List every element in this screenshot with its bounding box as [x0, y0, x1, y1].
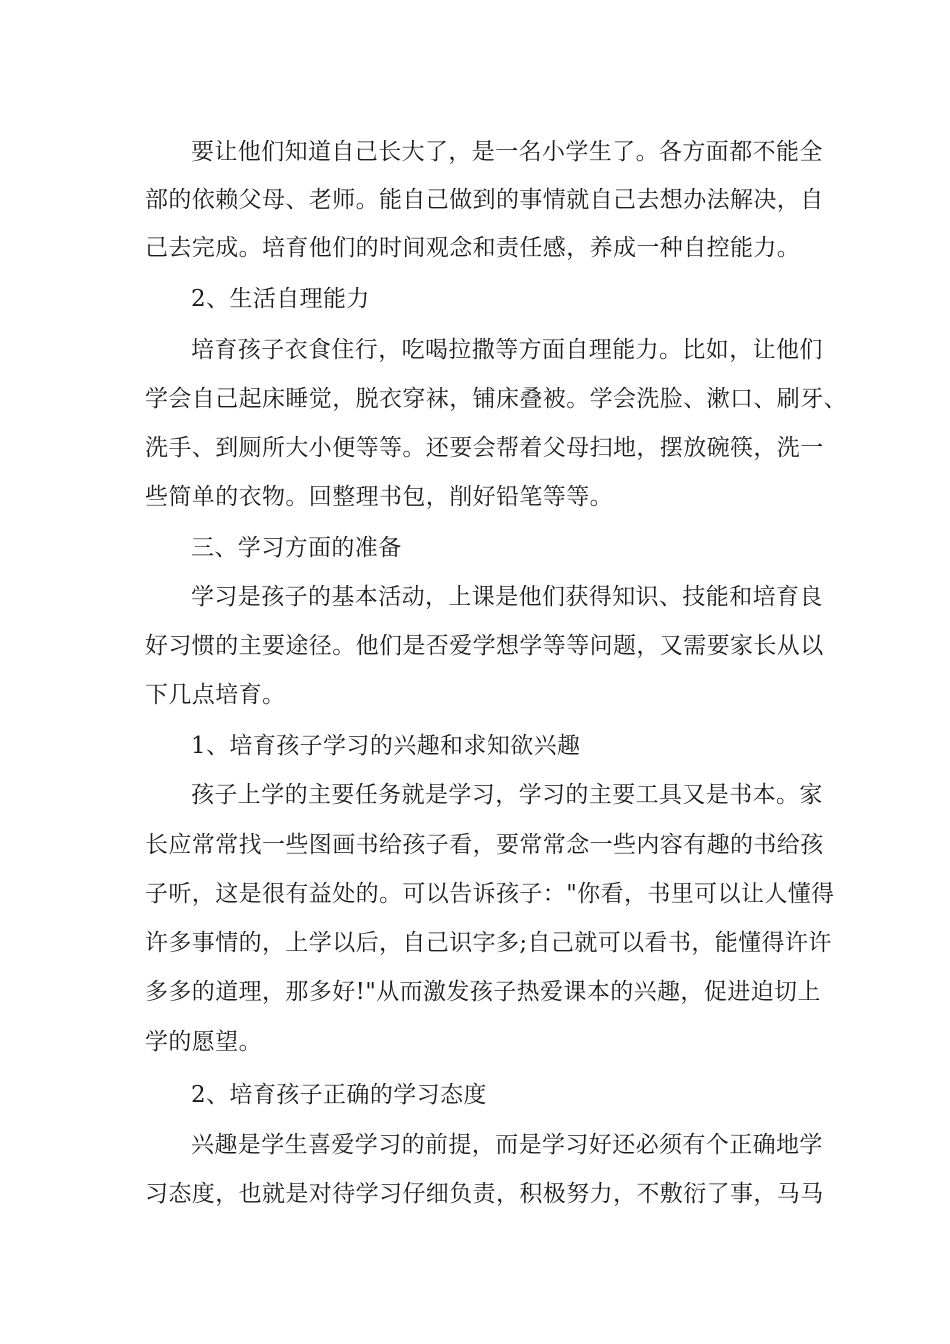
text-line: 兴趣是学生喜爱学习的前提，而是学习好还必须有个正确地学 — [191, 1132, 823, 1158]
section-heading: 1、培育孩子学习的兴趣和求知欲兴趣 — [191, 733, 581, 759]
text-line: 学习是孩子的基本活动，上课是他们获得知识、技能和培育良 — [191, 584, 823, 610]
text-line: 多多的道理，那多好!"从而激发孩子热爱课本的兴趣，促进迫切上 — [145, 979, 821, 1005]
text-line: 要让他们知道自己长大了，是一名小学生了。各方面都不能全 — [191, 139, 823, 165]
text-line: 培育孩子衣食住行，吃喝拉撒等方面自理能力。比如，让他们 — [191, 337, 823, 363]
text-line: 好习惯的主要途径。他们是否爱学想学等等问题，又需要家长从以 — [145, 633, 824, 659]
text-line: 己去完成。培育他们的时间观念和责任感，养成一种自控能力。 — [145, 235, 801, 261]
text-line: 部的依赖父母、老师。能自己做到的事情就自己去想办法解决，自 — [145, 187, 824, 213]
text-line: 学的愿望。 — [145, 1029, 262, 1055]
section-heading: 2、培育孩子正确的学习态度 — [191, 1082, 487, 1108]
text-line: 些简单的衣物。回整理书包，削好铅笔等等。 — [145, 484, 613, 510]
text-line: 洗手、到厕所大小便等等。还要会帮着父母扫地，摆放碗筷，洗一 — [145, 435, 824, 461]
text-line: 下几点培育。 — [145, 682, 286, 708]
text-line: 长应常常找一些图画书给孩子看，要常常念一些内容有趣的书给孩 — [145, 832, 824, 858]
text-line: 子听，这是很有益处的。可以告诉孩子："你看，书里可以让人懂得 — [145, 881, 835, 907]
section-heading: 2、生活自理能力 — [191, 286, 370, 312]
text-line: 孩子上学的主要任务就是学习，学习的主要工具又是书本。家 — [191, 782, 823, 808]
text-line: 学会自己起床睡觉，脱衣穿袜，铺床叠被。学会洗脸、漱口、刷牙、 — [145, 386, 847, 412]
section-heading: 三、学习方面的准备 — [191, 535, 402, 561]
text-line: 习态度，也就是对待学习仔细负责，积极努力，不敷衍了事，马马 — [145, 1181, 824, 1207]
text-line: 许多事情的，上学以后，自己识字多;自己就可以看书，能懂得许许 — [145, 930, 832, 956]
